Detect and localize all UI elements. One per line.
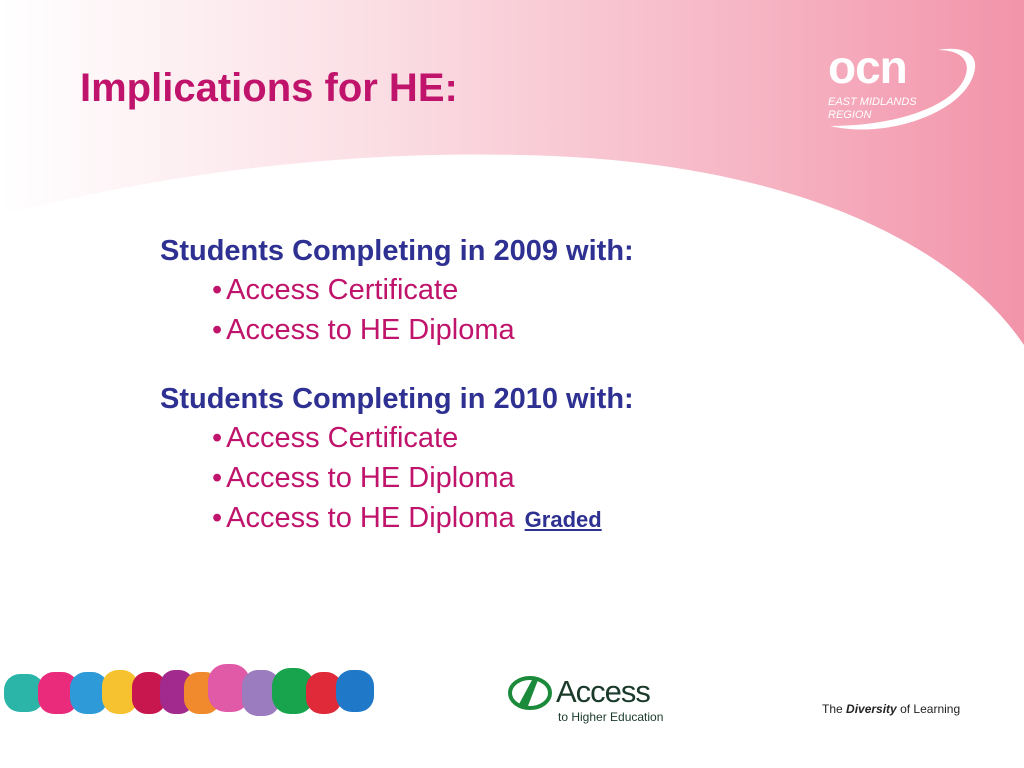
bullet-dot: • [212, 502, 223, 534]
tagline-pre: The [822, 702, 843, 716]
section-2009 [160, 232, 860, 350]
footer-tagline [822, 702, 960, 716]
bullet-text: Access to HE Diploma [226, 462, 515, 494]
ocn-logo-subtitle [828, 96, 917, 122]
bullet-dot: • [212, 314, 223, 346]
section-heading: Students Completing in 2009 with: [160, 235, 634, 267]
bullet-text: Access to HE Diploma [226, 502, 515, 534]
bullet-text: Access to HE Diploma [226, 314, 515, 346]
graded-link[interactable]: Graded [524, 507, 602, 532]
ocn-logo-line2: REGION [828, 109, 872, 121]
bullet-item [212, 270, 860, 310]
bullet-item [212, 310, 860, 350]
bullet-item [212, 458, 860, 498]
blob-shape [336, 670, 374, 712]
slide-title: Implications for HE: [80, 66, 458, 110]
colour-blobs-decoration [0, 660, 390, 720]
bullet-dot: • [212, 274, 223, 306]
ocn-logo [820, 40, 980, 140]
section-heading: Students Completing in 2010 with: [160, 383, 634, 415]
tagline-post: of Learning [900, 702, 961, 716]
bullet-dot: • [212, 422, 223, 454]
access-logo [508, 676, 678, 726]
slide-content [160, 232, 860, 570]
access-swoosh-icon [508, 676, 554, 712]
access-logo-subtitle: to Higher Education [558, 710, 664, 724]
bullet-text: Access Certificate [226, 274, 459, 306]
tagline-emphasis: Diversity [846, 702, 897, 716]
access-logo-word: Access [556, 674, 650, 709]
ocn-logo-line1: EAST MIDLANDS [828, 96, 917, 108]
bullet-item [212, 418, 860, 458]
bullet-item [212, 498, 860, 540]
ocn-logo-word: ocn [828, 41, 907, 93]
bullet-dot: • [212, 462, 223, 494]
section-2010 [160, 380, 860, 540]
bullet-text: Access Certificate [226, 422, 459, 454]
